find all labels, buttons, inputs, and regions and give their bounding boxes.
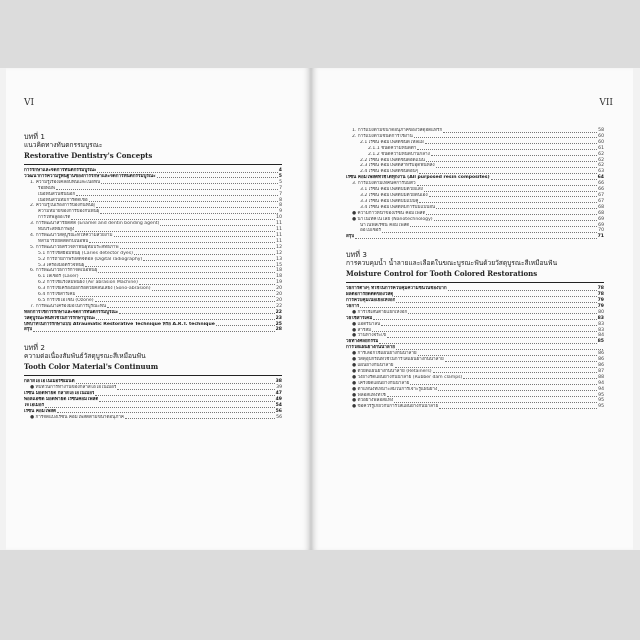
toc-entry-page: 84 [598,333,604,339]
toc-leader-dots [89,242,275,243]
toc-leader-dots [410,384,597,385]
toc-entry-text: วิวัฒนาการความรู้พื้นฐานของการรักษาและจัดการทันตกรรมบูรณะ [24,173,156,179]
toc-entry-text: 6.5 การใช้โอโซน (Ozone) [38,297,94,303]
toc-leader-dots [76,296,275,297]
toc-leader-dots [410,226,597,227]
toc-leader-dots [45,407,275,408]
toc-entry-page: 11 [276,221,282,227]
toc-leader-dots [394,296,596,297]
toc-leader-dots [89,201,278,202]
toc-leader-dots [114,236,276,237]
toc-entry-text: ที่สามารถยึดติดกับเนื้อฟัน [38,238,89,244]
toc-entry-page: 60 [598,139,604,145]
toc-entry-text: 5.1 การใช้สีย้อมฟันผุ (Caries detector dyes) [38,250,133,256]
toc-leader-dots [80,278,276,279]
toc-entry-page: 68 [598,204,604,210]
toc-entry-page: 8 [279,197,282,203]
toc-leader-dots [396,302,596,303]
toc-entry-text: 3.4 เรซิน คอมโพสิตที่มีการบ่มแบบอื่น [360,204,436,210]
toc-entry-page: 83 [598,327,604,333]
toc-leader-dots [100,213,278,214]
chapter-1-entries [24,168,282,333]
toc-entry-page: 23 [275,315,282,321]
toc-entry-page: 56 [276,414,282,420]
toc-entry-text: ● วัสดุอุปกรณ์ที่ใช้ในการใส่แผ่นยางกันน้ำลาย [352,357,444,363]
toc-leader-dots [33,331,274,332]
toc-entry-text: วิธีทางศัลยกรรม [346,339,379,345]
toc-leader-dots [443,132,597,133]
toc-leader-dots [157,177,278,178]
toc-leader-dots [139,284,275,285]
toc-leader-dots [463,378,597,379]
toc-entry-text: 5. การพัฒนาวิธีตรวจหาฟันผุที่มีประสิทธิภาพ [30,244,119,250]
toc-entry-page: 62 [598,151,604,157]
toc-leader-dots [408,313,597,314]
left-toc [24,132,282,421]
toc-entry-page: 83 [597,315,604,321]
toc-leader-dots [107,307,275,308]
toc-entry-page: 66 [598,187,604,193]
toc-entry-text: กลาสไอโอโนเมอร์ซีเมนต์ [24,379,75,385]
toc-entry-page: 85 [597,339,604,345]
right-toc [346,128,604,410]
toc-entry-text: ผลต่อการยึดติดของวัสดุ [346,292,394,298]
toc-entry-page: 88 [598,374,604,380]
toc-entry-text: เรซิน คอมโพสิตที่ใช้ได้ทุกงาน (All purposed resin composites) [346,175,490,181]
toc-entry-text: นาโนฟิลเรซิน คอมโพสิต [360,222,410,228]
toc-entry-page: 15 [276,262,282,268]
toc-leader-dots [117,389,275,390]
chapter-3-label: บทที่ 3 [346,250,367,260]
toc-entry-text: 1. การแบ่งตามขนาดอนุภาคของวัสดุอัดแทรก [352,128,443,133]
toc-entry-page: 54 [275,403,282,408]
chapter-2-continued-entries [346,128,604,240]
toc-leader-dots [216,325,275,326]
toc-leader-dots [395,367,598,368]
toc-leader-dots [360,307,596,308]
toc-entry-text: ● ตำแหน่งที่เหมาะสมในการเจาะรูแผ่นยาง [352,386,438,392]
toc-entry-text: ● วงยางรัดแผ่นยางกันน้ำลาย (Rubber dam clamps) [352,374,463,380]
toc-leader-dots [372,331,597,332]
toc-leader-dots [98,272,275,273]
toc-leader-dots [426,214,597,215]
toc-leader-dots [382,232,597,233]
toc-entry-text: 6.4 การใช้สารเคมี [38,292,76,298]
chapter-1-label: บทที่ 1 [24,132,45,141]
toc-entry-page: 79 [597,303,604,309]
chapter-2-rule [24,375,282,376]
toc-entry-page: 66 [598,181,604,187]
toc-leader-dots [152,290,276,291]
toc-leader-dots [417,185,598,186]
toc-entry-page: 28 [275,327,282,333]
toc-entry-text: ● แอดรีนาลีน [352,321,381,327]
toc-entry-page: 22 [276,303,282,309]
toc-leader-dots [418,355,598,356]
toc-leader-dots [424,191,597,192]
toc-entry-page: 67 [598,198,604,204]
toc-leader-dots [57,412,275,413]
toc-entry-text: 5.3 เครื่องมือตรวจฟันผุ [38,262,85,268]
toc-entry-text: พอลิแอซิด มอดิฟายด์ เรซินคอมโพสิต [24,397,99,403]
toc-entry-text: ออโมเซอร์ [360,228,381,234]
toc-entry-text: เรซิน คอมโพสิต [24,408,57,414]
toc-entry-text: 2.1.1 ชนิดความหนืดต่ำ [368,145,417,151]
toc-leader-dots [448,290,597,291]
toc-entry-text: วัสดุบูรณะฟันที่ใช้ในการรักษาบูรณะ [24,315,96,321]
toc-leader-dots [355,238,596,239]
right-page [311,68,633,550]
toc-entry-text: 4. การพัฒนาวัสดุบูรณะที่ให้ความสวยงาม [30,232,113,238]
toc-leader-dots [431,155,597,156]
toc-entry-text: 3. การแบ่งตามเทคนิคการบ่มตัว [352,181,416,187]
toc-entry-text: 2.2 เรซิน คอมโพสิตชนิดอัดแน่น [360,157,425,163]
toc-entry-text: 2. การแบ่งตามชนิดการใช้งาน [352,133,413,139]
toc-entry-page: 62 [598,157,604,163]
toc-leader-dots [426,161,597,162]
toc-leader-dots [434,220,598,221]
toc-entry-text: 2.3 เรซิน คอมโพสิตสำหรับอุดฟันหลัง [360,163,435,169]
toc-entry-page: 39 [276,385,282,391]
toc-entry-page: 20 [276,292,282,298]
toc-entry-text: การรักษาและจัดการทันตกรรมบูรณะ [24,168,97,173]
toc-entry-text: รอยพิมพ์ [38,185,56,191]
toc-entry-page: 9 [279,209,282,215]
toc-entry-text: ● ฟลอสแท่งที่ใช้ [352,392,386,398]
toc-entry-page: 71 [597,234,604,240]
toc-entry-page: 18 [276,268,282,274]
toc-entry-page: 78 [597,292,604,298]
chapter-1-rule [24,164,282,165]
toc-entry-text: ● ตัวอย่างฟลอสแท่ง [352,398,394,404]
toc-leader-dots [436,167,597,168]
toc-leader-dots [387,396,597,397]
toc-entry-text: 3.1 เรซิน คอมโพสิตบ่มด้วยแสง [360,187,423,193]
toc-entry-text: ● แผ่นยางกันน้ำลาย [352,363,394,368]
toc-entry-text: 3.2 เรซิน คอมโพสิตบ่มด้วยตนเอง [360,192,428,198]
toc-leader-dots [97,172,277,173]
toc-entry-text: ที่มีประสิทธิภาพสูง [38,227,75,233]
toc-leader-dots [417,149,597,150]
toc-entry-page: 12 [276,250,282,256]
toc-entry-text: ● ทบทวนการทำงานของกลาสไอโอโนเมอร์ [30,385,117,391]
toc-entry-page: 70 [598,228,604,234]
toc-leader-dots [75,231,275,232]
toc-entry-page: 8 [279,203,282,209]
toc-entry-text: 6.3 การใช้เครื่องมือกรอด้วยคลื่นเสียง (Sono-abrasion) [38,286,151,292]
toc-entry-page: 69 [598,222,604,228]
toc-entry-text: 1. ความรู้เรื่องเคลือบฟันและเนื้อฟัน [30,179,101,185]
toc-entry-page: 10 [276,215,282,221]
toc-leader-dots [414,137,597,138]
toc-entry-page: 95 [598,398,604,404]
toc-leader-dots [396,349,603,350]
toc-entry-page: 80 [598,309,604,315]
toc-entry-text: 2.1 เรซิน คอมโพสิตชนิดไหลแผ่ [360,139,424,145]
toc-entry-text: 2.4 เรซิน คอมโพสิตชนิดอื่นๆ [360,169,419,175]
toc-entry-text: ● สารส้ม [352,327,372,333]
toc-entry-page: 25 [275,321,282,327]
toc-entry-page: 49 [275,397,282,403]
toc-leader-dots [419,202,597,203]
toc-entry-page: 67 [598,192,604,198]
toc-entry-page: 87 [598,368,604,374]
toc-entry-page: 19 [276,280,282,286]
toc-leader-dots [95,395,274,396]
toc-entry-page: 69 [598,216,604,222]
toc-entry-text: หลักการใช้การรักษาและจัดการทันตกรรมบูรณะ [24,309,119,315]
toc-entry-text: 6.2 การใช้แรงลมพ่นผง (Air abrasion Machine) [38,280,138,286]
toc-entry-page: 20 [276,297,282,303]
toc-entry-text: สรุป [24,327,33,333]
toc-entry-page: 60 [598,133,604,139]
toc-entry-text: ● การใช้เส้นด้ายแยกเหงือก [352,309,408,315]
chapter-3-english-title: Moisture Control for Tooth Colored Restorations [346,269,538,279]
toc-entry-text: 7. การพัฒนาเครื่องมือในการบูรณะฟัน [30,303,107,309]
toc-leader-dots [71,219,275,220]
right-page-number: VII [599,98,613,108]
toc-entry-page: 58 [598,128,604,133]
toc-entry-text: วิธีการ [346,303,360,309]
toc-leader-dots [387,337,597,338]
toc-leader-dots [438,390,597,391]
chapter-2-entries [24,379,282,420]
toc-entry-text: ● ว่านหางจระเข้ [352,333,386,339]
toc-entry-page: 38 [275,379,282,385]
toc-leader-dots [425,143,597,144]
toc-entry-text: สรุป [346,234,355,240]
chapter-1-thai-title: แนวคิดทางทันตกรรมบูรณะ [24,141,103,149]
toc-entry-text: เนื้อฟันส่วนที่มีการติดเชื้อ [38,197,88,203]
toc-entry-text: ความหมายของการป้องกันฟันผุ [38,209,100,215]
toc-leader-dots [76,383,275,384]
toc-leader-dots [439,408,597,409]
toc-entry-text: ● ข้อควรรู้เกี่ยวกับการใส่แผ่นยางกันน้ำลาย [352,404,439,410]
toc-entry-page: 63 [598,169,604,175]
toc-entry-page: 7 [279,191,282,197]
toc-leader-dots [491,179,597,180]
toc-entry-text: 6. การพัฒนาวิธีการกำจัดเนื้อฟันผุ [30,268,98,274]
toc-entry-text: 2. ความรู้ในเรื่องการป้องกันฟันผุ [30,203,95,209]
left-page [6,68,311,550]
toc-entry-page: 86 [598,357,604,363]
chapter-3-entries [346,286,604,410]
toc-leader-dots [160,225,275,226]
book-spread [0,68,640,550]
toc-leader-dots [96,207,278,208]
toc-entry-text: เรซิน มอดิฟายด์ กลาสไอโอโนเมอร์ [24,391,95,397]
toc-entry-page: 64 [597,175,604,181]
toc-leader-dots [96,319,274,320]
toc-entry-text: การใส่แผ่นยางกันน้ำลาย [346,345,395,351]
toc-entry-text: วิธีใช้สารเคมี [346,315,373,321]
toc-leader-dots [381,325,597,326]
toc-entry-page: 86 [598,363,604,368]
toc-leader-dots [99,401,274,402]
toc-entry-page: 11 [276,232,282,238]
toc-entry-text: 3.3 เรซิน คอมโพสิตบ่มแบบคู่ [360,198,419,204]
toc-entry-text: วิธีการต่างๆ ที่ใช้ในการควบคุมความชื้นในช่องปาก [346,286,447,292]
toc-entry-page: 78 [597,286,604,292]
toc-leader-dots [433,372,598,373]
toc-entry-page: 11 [276,238,282,244]
toc-leader-dots [419,173,597,174]
toc-entry-text: ● ความก้าวหน้าของเรซิน คอมโพสิต [352,210,426,216]
toc-entry-text: การให้ฟลูออไรด์ [38,215,71,221]
toc-entry [346,404,604,410]
toc-entry-text: ● ตัวยึดแผ่นยางกันน้ำลาย (Retainers) [352,368,432,374]
toc-entry [24,415,282,421]
toc-leader-dots [119,313,274,314]
toc-leader-dots [436,208,597,209]
chapter-2-label: บทที่ 2 [24,343,45,353]
toc-entry-page: 94 [598,386,604,392]
toc-entry-page: 83 [598,321,604,327]
toc-entry-text: ● การเลือกใช้แผ่นยางกันน้ำลาย [352,351,417,357]
toc-entry-page: 61 [598,145,604,151]
toc-entry-page: 12 [276,244,282,250]
toc-entry-page: 22 [275,309,282,315]
toc-leader-dots [56,189,278,190]
toc-entry-page: 94 [598,380,604,386]
toc-entry-text: ไจโอเมอร์ [24,403,45,408]
toc-entry-page: 95 [598,404,604,410]
toc-leader-dots [373,319,596,320]
chapter-3-rule [346,282,604,283]
toc-entry-text: บทบาทในการรักษาแบบ Atraumatic Restorative Technique หรือ A.R.T. technique [24,321,215,327]
toc-entry-page: 11 [276,227,282,233]
chapter-2-english-title: Tooth Color Material's Continuum [24,362,159,372]
toc-entry-text: 6.1 เลเซอร์ (Laser) [38,274,79,280]
toc-entry-page: 68 [598,210,604,216]
toc-entry-page: 62 [598,163,604,169]
toc-leader-dots [379,343,596,344]
chapter-3-thai-title: การควบคุมน้ำ น้ำลายและเลือดในขณะบูรณะฟันด้วยวัสดุบูรณะสีเหมือนฟัน [346,259,558,268]
toc-entry-text: การควบคุมเนื้อเยื่อเหงือก [346,298,396,304]
toc-entry-page: 18 [276,274,282,280]
toc-entry-page: 5 [278,173,282,179]
left-page-number: VI [24,98,35,108]
toc-leader-dots [134,254,275,255]
toc-entry-page: 86 [598,351,604,357]
toc-leader-dots [120,248,276,249]
toc-leader-dots [429,196,598,197]
toc-entry-page: 95 [598,392,604,398]
toc-entry-text: 2.1.2 ชนิดความหนืดปานกลาง [368,151,430,157]
toc-entry-page: 13 [276,256,282,262]
toc-leader-dots [85,266,275,267]
toc-entry-page: 47 [275,391,282,397]
toc-entry-page: 7 [279,185,282,191]
toc-entry-page: 56 [275,408,282,414]
toc-entry-page: 5 [279,179,282,185]
chapter-1-english-title: Restorative Dentistry's Concepts [24,151,153,160]
toc-entry-text: เนื้อฟันส่วนชั้นนอก [38,191,76,197]
toc-leader-dots [143,260,275,261]
toc-entry-page: 79 [597,298,604,304]
toc-entry-page: 4 [278,168,282,173]
toc-entry-page: 20 [276,286,282,292]
toc-leader-dots [125,418,275,419]
toc-leader-dots [95,301,276,302]
toc-leader-dots [445,361,597,362]
toc-entry-text: 5.2 การถ่ายภาพรังสีดิจิตอล (Digital radiography) [38,256,143,262]
chapter-2-thai-title: ความต่อเนื่องสัมพันธ์วัสดุบูรณะสีเหมือนฟัน [24,352,146,361]
toc-entry-text: ● โครงยึดแผ่นยางกันน้ำลาย [352,380,410,386]
toc-leader-dots [76,195,278,196]
toc-entry-text: 3. การพัฒนาสารยึดติด (Enamel and dentin bonding agent) [30,221,160,227]
toc-leader-dots [394,402,597,403]
toc-entry-text: ● นาโนเทคโนโลยี (Nanotechnology) [352,216,433,222]
toc-leader-dots [101,183,278,184]
toc-entry-text: ● การจัดแบ่งเรซิน คอมโพสิตตามขนาดอนุภาค [30,414,125,420]
